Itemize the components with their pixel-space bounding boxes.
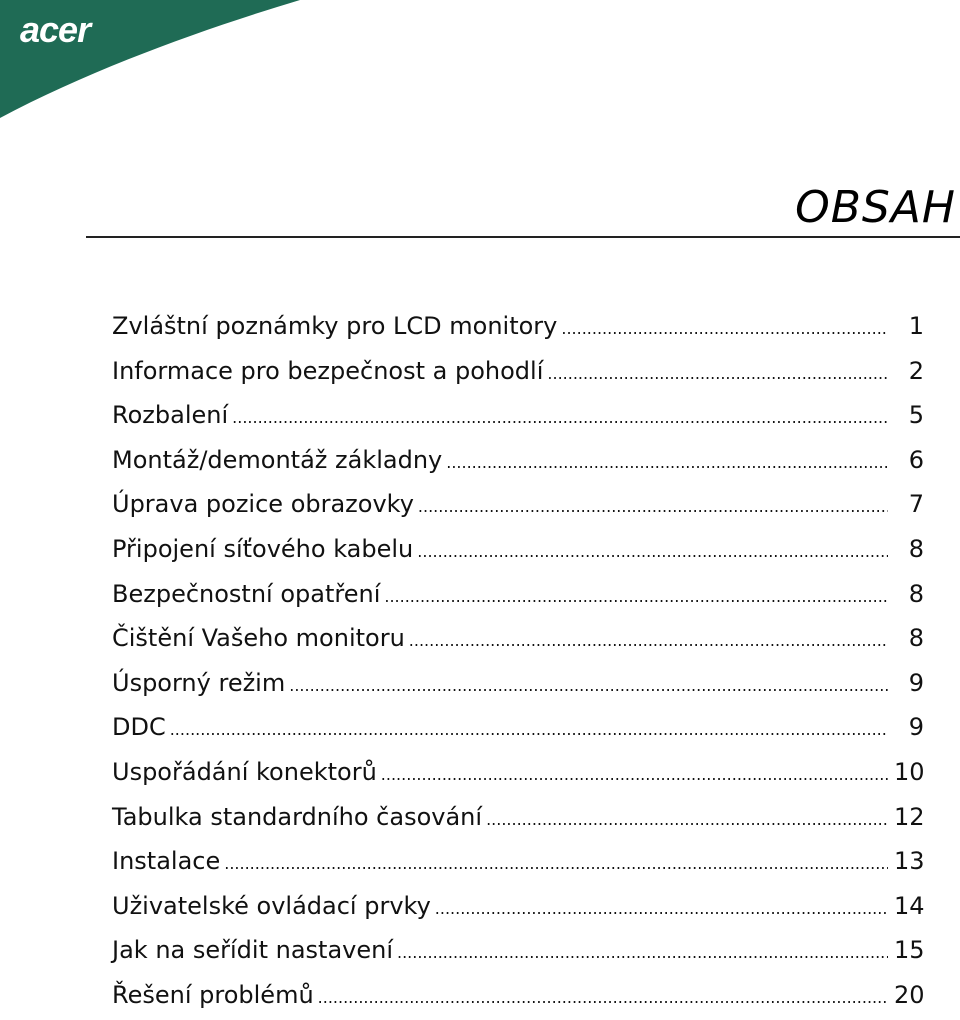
toc-dot-leader bbox=[409, 619, 888, 663]
toc-entry[interactable] bbox=[112, 839, 924, 884]
toc-dot-leader bbox=[561, 307, 888, 351]
toc-dot-leader bbox=[397, 931, 888, 975]
toc-entry-title: Tabulka standardního časování bbox=[112, 802, 483, 831]
toc-entry[interactable] bbox=[112, 750, 924, 795]
toc-entry[interactable] bbox=[112, 438, 924, 483]
toc-dot-leader bbox=[318, 976, 888, 1020]
toc-entry-title: DDC bbox=[112, 713, 166, 742]
toc-entry-page: 6 bbox=[908, 445, 924, 474]
toc-entry-title: Úsporný režim bbox=[112, 668, 286, 697]
toc-entry-page: 10 bbox=[894, 757, 925, 786]
toc-dot-leader bbox=[446, 441, 888, 485]
toc-entry[interactable] bbox=[112, 572, 924, 617]
toc-entry-title: Bezpečnostní opatření bbox=[112, 579, 381, 608]
toc-entry-title: Rozbalení bbox=[112, 401, 229, 430]
toc-dot-leader bbox=[170, 708, 888, 752]
toc-entry-page: 8 bbox=[908, 534, 924, 563]
toc-entry-title: Čištění Vašeho monitoru bbox=[112, 624, 405, 653]
toc-entry[interactable] bbox=[112, 349, 924, 394]
toc-entry-page: 7 bbox=[908, 490, 924, 519]
toc-entry[interactable] bbox=[112, 616, 924, 661]
toc-dot-leader bbox=[381, 753, 888, 797]
toc-entry-title: Připojení síťového kabelu bbox=[112, 534, 414, 563]
acer-logo: acer bbox=[20, 9, 91, 50]
toc-dot-leader bbox=[232, 396, 888, 440]
toc-entry[interactable] bbox=[112, 795, 924, 840]
toc-entry-title: Uživatelské ovládací prvky bbox=[112, 891, 431, 920]
toc-dot-leader bbox=[417, 530, 888, 574]
toc-entry-page: 14 bbox=[894, 891, 925, 920]
toc-entry-title: Řešení problémů bbox=[112, 980, 314, 1009]
toc-entry[interactable] bbox=[112, 973, 924, 1018]
toc-entry-title: Jak na seřídit nastavení bbox=[112, 936, 393, 965]
toc-dot-leader bbox=[418, 485, 888, 529]
toc-entry-title: Úprava pozice obrazovky bbox=[112, 490, 414, 519]
toc-entry-title: Zvláštní poznámky pro LCD monitory bbox=[112, 312, 558, 340]
toc-dot-leader bbox=[486, 798, 888, 842]
toc-entry-page: 9 bbox=[908, 668, 924, 697]
toc-entry[interactable] bbox=[112, 884, 924, 929]
toc-entry-title: Instalace bbox=[112, 847, 221, 876]
toc-entry-page: 9 bbox=[908, 713, 924, 742]
toc-dot-leader bbox=[224, 842, 888, 886]
toc-entry-title: Uspořádání konektorů bbox=[112, 757, 377, 786]
toc-dot-leader bbox=[547, 352, 888, 396]
toc-entry[interactable] bbox=[112, 304, 924, 349]
toc-entry[interactable] bbox=[112, 393, 924, 438]
toc-entry-page: 15 bbox=[894, 936, 925, 965]
table-of-contents bbox=[112, 304, 924, 1018]
page-title: OBSAH bbox=[795, 182, 956, 233]
toc-dot-leader bbox=[435, 887, 888, 931]
toc-entry[interactable] bbox=[112, 527, 924, 572]
toc-entry[interactable] bbox=[112, 928, 924, 973]
toc-entry-page: 2 bbox=[908, 356, 924, 385]
toc-entry-page: 13 bbox=[894, 847, 925, 876]
toc-entry-title: Informace pro bezpečnost a pohodlí bbox=[112, 356, 544, 385]
toc-entry-page: 8 bbox=[908, 579, 924, 608]
toc-entry[interactable] bbox=[112, 661, 924, 706]
toc-entry-page: 5 bbox=[908, 401, 924, 430]
toc-entry-page: 20 bbox=[894, 980, 925, 1009]
toc-entry[interactable] bbox=[112, 705, 924, 750]
title-rule bbox=[86, 236, 960, 238]
toc-entry-page: 8 bbox=[908, 624, 924, 653]
toc-entry-title: Montáž/demontáž základny bbox=[112, 445, 443, 474]
toc-entry-page: 12 bbox=[894, 802, 925, 831]
toc-entry[interactable] bbox=[112, 482, 924, 527]
toc-entry-page: 1 bbox=[908, 312, 924, 340]
toc-dot-leader bbox=[289, 664, 888, 708]
toc-dot-leader bbox=[384, 575, 888, 619]
